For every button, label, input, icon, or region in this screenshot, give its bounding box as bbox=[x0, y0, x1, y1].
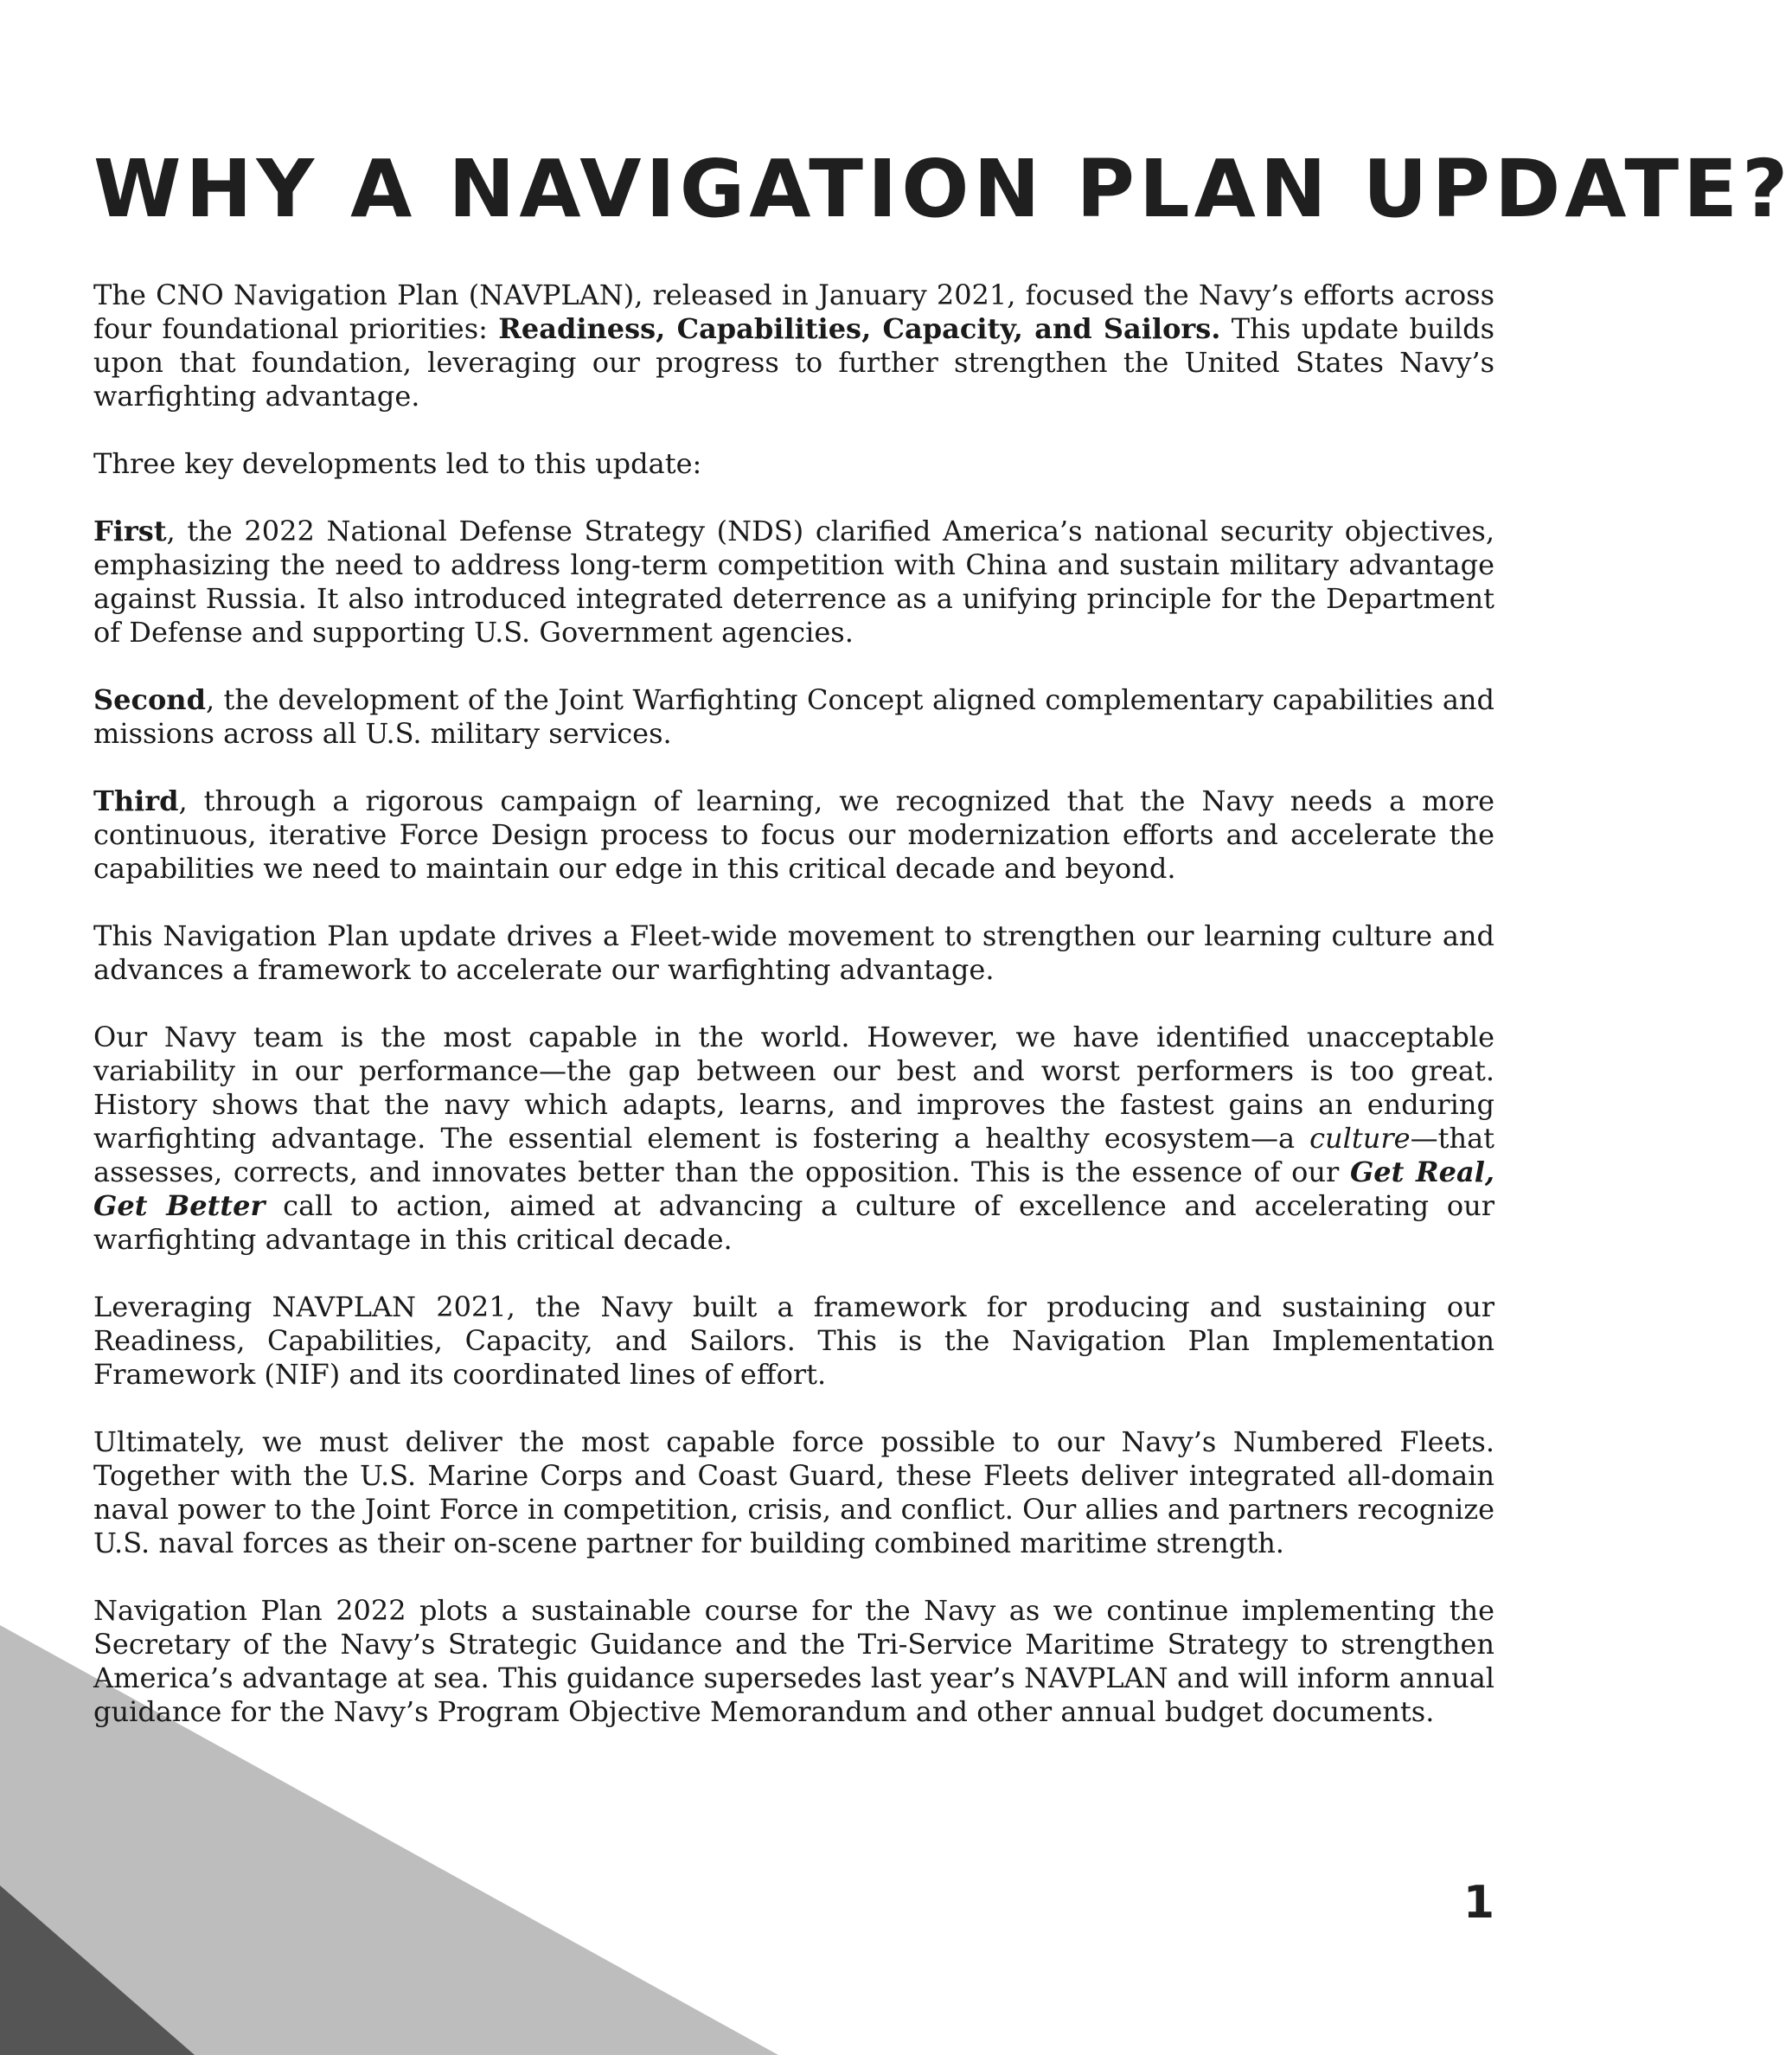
page-number: 1 bbox=[1462, 1877, 1494, 1929]
paragraph-intro: The CNO Navigation Plan (NAVPLAN), released in January 2021, focused the Navy’s efforts across four foundational priorities: Readiness, Capabilities, Capacity, and Sailors. This update builds upon that foundation, leveraging our progress to further strengthen the United States Navy’s warfighting advantage. bbox=[93, 278, 1494, 413]
paragraph-navplan-2022: Navigation Plan 2022 plots a sustainable course for the Navy as we continue implementing the Secretary of the Navy’s Strategic Guidance and the Tri-Service Maritime Strategy to strengthen America’s advantage at sea. This guidance supersedes last year’s NAVPLAN and will inform annual guidance for the Navy’s Program Objective Memorandum and other annual budget documents. bbox=[93, 1594, 1494, 1728]
culture-emphasis: culture bbox=[1309, 1122, 1411, 1155]
priorities-emphasis: Readiness, Capabilities, Capacity, and Sailors. bbox=[498, 312, 1221, 345]
first-label: First bbox=[93, 515, 167, 547]
get-real-get-better-emphasis: Get Real, Get Better bbox=[93, 1156, 1494, 1222]
paragraph-framework: Leveraging NAVPLAN 2021, the Navy built a framework for producing and sustaining our Readiness, Capabilities, Capacity, and Sailors. This is the Navigation Plan Implementation Framework (NIF) and its coordinated lines of effort. bbox=[93, 1290, 1494, 1391]
body-text bbox=[93, 278, 1494, 1763]
paragraph-second: Second, the development of the Joint Warfighting Concept aligned complementary capabilities and missions across all U.S. military services. bbox=[93, 683, 1494, 750]
second-label: Second bbox=[93, 683, 206, 716]
paragraph-third: Third, through a rigorous campaign of learning, we recognized that the Navy needs a more continuous, iterative Force Design process to focus our modernization efforts and accelerate the capabilities we need to maintain our edge in this critical decade and beyond. bbox=[93, 784, 1494, 885]
third-label: Third bbox=[93, 784, 179, 817]
paragraph-numbered-fleets: Ultimately, we must deliver the most capable force possible to our Navy’s Numbered Fleets. Together with the U.S. Marine Corps and Coast Guard, these Fleets deliver integrated all-domain naval power to the Joint Force in competition, crisis, and conflict. Our allies and partners recognize U.S. naval forces as their on-scene partner for building combined maritime strength. bbox=[93, 1425, 1494, 1559]
page-title: WHY A NAVIGATION PLAN UPDATE? bbox=[93, 143, 1792, 235]
paragraph-developments-lead: Three key developments led to this update: bbox=[93, 447, 702, 480]
paragraph-first: First, the 2022 National Defense Strategy (NDS) clarified America’s national security objectives, emphasizing the need to address long-term competition with China and sustain military advantage against Russia. It also introduced integrated deterrence as a unifying principle for the Department of Defense and supporting U.S. Government agencies. bbox=[93, 515, 1494, 649]
paragraph-culture: Our Navy team is the most capable in the world. However, we have identified unacceptable variability in our performance—the gap between our best and worst performers is too great. History shows that the navy which adapts, learns, and improves the fastest gains an enduring warfighting advantage. The essential element is fostering a healthy ecosystem—a culture—that assesses, corrects, and innovates better than the opposition. This is the essence of our Get Real, Get Better call to action, aimed at advancing a culture of excellence and accelerating our warfighting advantage in this critical decade. bbox=[93, 1021, 1495, 1256]
paragraph-fleet-movement: This Navigation Plan update drives a Fleet-wide movement to strengthen our learning culture and advances a framework to accelerate our warfighting advantage. bbox=[93, 919, 1494, 986]
